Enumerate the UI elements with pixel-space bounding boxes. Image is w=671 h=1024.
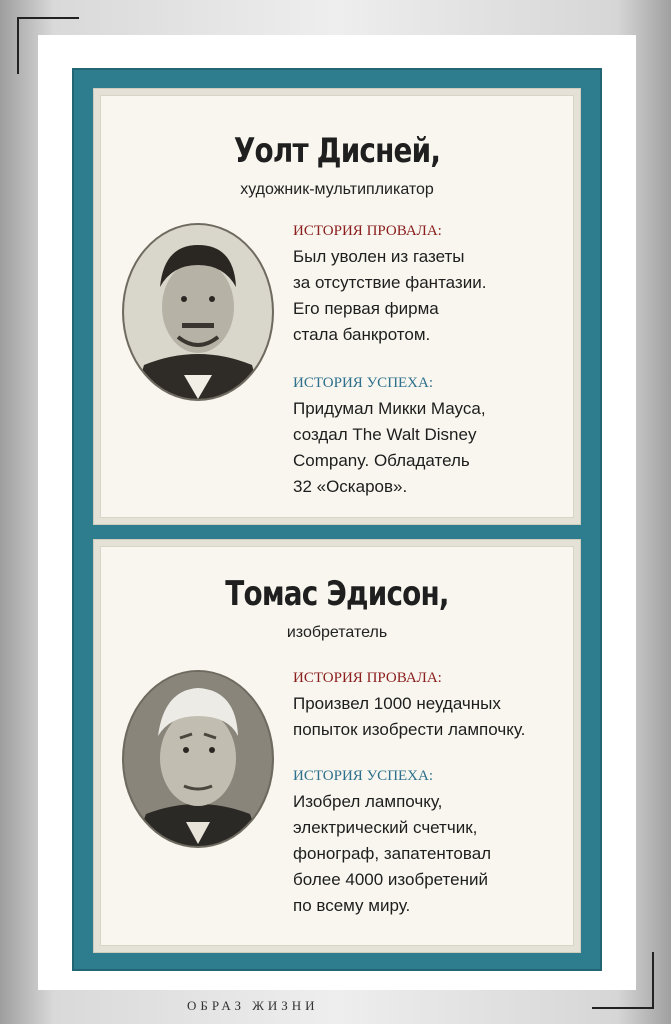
fail-label: ИСТОРИЯ ПРОВАЛА:: [293, 223, 442, 239]
fail-label: ИСТОРИЯ ПРОВАЛА:: [293, 670, 442, 686]
card-edison: [94, 540, 580, 952]
fail-section: [293, 223, 566, 348]
person-role: изобретатель: [286, 624, 388, 641]
success-label: ИСТОРИЯ УСПЕХА:: [293, 768, 434, 784]
footer-caption: ОБРАЗ ЖИЗНИ: [187, 998, 319, 1013]
success-section: [293, 375, 566, 500]
portrait-edison: [122, 670, 274, 848]
person-name: Томас Эдисон,: [225, 574, 449, 614]
success-text: Придумал Микки Мауса, создал The Walt Disney Company. Обладатель 32 «Оскаров».: [293, 399, 486, 496]
portrait-engraving-icon: [124, 225, 272, 399]
portrait-engraving-icon: [124, 672, 272, 846]
success-label: ИСТОРИЯ УСПЕХА:: [293, 375, 434, 391]
card-disney: [94, 89, 580, 524]
person-name: Уолт Дисней,: [233, 131, 441, 171]
fail-text: Был уволен из газеты за отсутствие фантазии. Его первая фирма стала банкротом.: [293, 247, 487, 344]
fail-text: Произвел 1000 неудачных попыток изобрести лампочку.: [293, 694, 526, 739]
success-section: [293, 768, 566, 919]
portrait-disney: [122, 223, 274, 401]
success-text: Изобрел лампочку, электрический счетчик, фонограф, запатентовал более 4000 изобретений по всему миру.: [293, 792, 492, 915]
fail-section: [293, 670, 566, 743]
person-role: художник-мультипликатор: [240, 181, 434, 198]
